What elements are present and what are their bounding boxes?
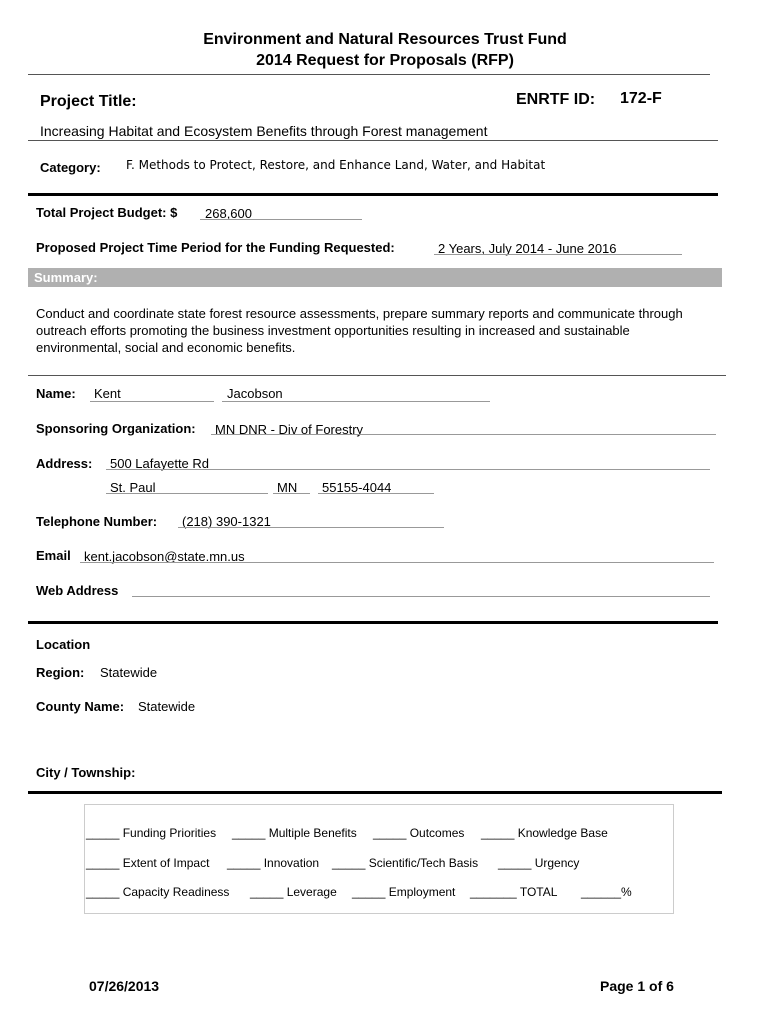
first-name-underline [90,401,214,402]
time-period-label: Proposed Project Time Period for the Funding Requested: [36,240,395,255]
contact-divider [28,621,718,624]
region-value[interactable]: Statewide [100,665,158,680]
city-underline [106,493,268,494]
state-value[interactable]: MN [277,480,298,495]
category-value[interactable]: F. Methods to Protect, Restore, and Enhance Land, Water, and Habitat [126,158,546,172]
zip-value[interactable]: 55155-4044 [322,480,392,495]
city-township-label: City / Township: [36,765,136,780]
budget-label: Total Project Budget: $ [36,205,178,220]
criteria-extent-of-impact[interactable]: _____ Extent of Impact [86,856,210,870]
last-name-value[interactable]: Jacobson [227,386,283,401]
location-divider [28,791,722,794]
first-name-value[interactable]: Kent [94,386,121,401]
location-heading: Location [36,637,91,652]
header-subtitle: 2014 Request for Proposals (RFP) [256,52,514,69]
county-label: County Name: [36,699,125,714]
last-name-underline [222,401,490,402]
region-label: Region: [36,665,85,680]
criteria-scientific-tech-basis[interactable]: _____ Scientific/Tech Basis [332,856,479,870]
criteria-total[interactable]: _______ TOTAL [470,885,558,899]
criteria-innovation[interactable]: _____ Innovation [227,856,320,870]
project-title-value[interactable]: Increasing Habitat and Ecosystem Benefits through Forest management [40,123,488,139]
web-label: Web Address [36,583,119,598]
email-value[interactable]: kent.jacobson@state.mn.us [84,549,245,564]
org-underline [211,434,716,435]
title-divider [28,140,718,141]
zip-underline [318,493,434,494]
enrtf-id-value: 172-F [620,90,662,107]
criteria-urgency[interactable]: _____ Urgency [498,856,580,870]
web-underline [132,596,710,597]
header-divider [28,74,710,75]
address-label: Address: [36,456,93,471]
criteria-outcomes[interactable]: _____ Outcomes [373,826,465,840]
phone-value[interactable]: (218) 390-1321 [182,514,271,529]
enrtf-id-label: ENRTF ID: [516,91,596,108]
criteria-knowledge-base[interactable]: _____ Knowledge Base [481,826,608,840]
category-divider [28,193,718,196]
city-value[interactable]: St. Paul [110,480,156,495]
criteria-funding-priorities[interactable]: _____ Funding Priorities [86,826,217,840]
summary-heading: Summary: [28,268,722,287]
phone-label: Telephone Number: [36,514,158,529]
org-label: Sponsoring Organization: [36,421,196,436]
criteria-capacity-readiness[interactable]: _____ Capacity Readiness [86,885,230,899]
criteria-multiple-benefits[interactable]: _____ Multiple Benefits [232,826,357,840]
criteria-employment[interactable]: _____ Employment [352,885,456,899]
street-underline [106,469,710,470]
county-value[interactable]: Statewide [138,699,196,714]
email-label: Email [36,548,71,563]
street-value[interactable]: 500 Lafayette Rd [110,456,210,471]
state-underline [273,493,310,494]
budget-underline [200,219,362,220]
header-title: Environment and Natural Resources Trust Fund [203,31,567,48]
time-period-value[interactable]: 2 Years, July 2014 - June 2016 [438,241,617,256]
budget-value[interactable]: 268,600 [205,206,252,221]
summary-text[interactable]: Conduct and coordinate state forest resource assessments, prepare summary reports and communicate through outreach efforts promoting the business investment opportunities resulting in increased and sustainable environmental, social and economic benefits. [36,306,683,355]
footer-date: 07/26/2013 [89,978,160,994]
phone-underline [178,527,444,528]
email-underline [80,562,714,563]
criteria-leverage[interactable]: _____ Leverage [250,885,337,899]
category-label: Category: [40,160,101,175]
org-value[interactable]: MN DNR - Div of Forestry [215,422,364,437]
summary-divider [28,375,726,376]
project-title-label: Project Title: [40,93,137,110]
criteria-percent[interactable]: ______% [581,885,632,899]
footer-page-number: Page 1 of 6 [600,978,674,994]
time-period-underline [434,254,682,255]
name-label: Name: [36,386,76,401]
